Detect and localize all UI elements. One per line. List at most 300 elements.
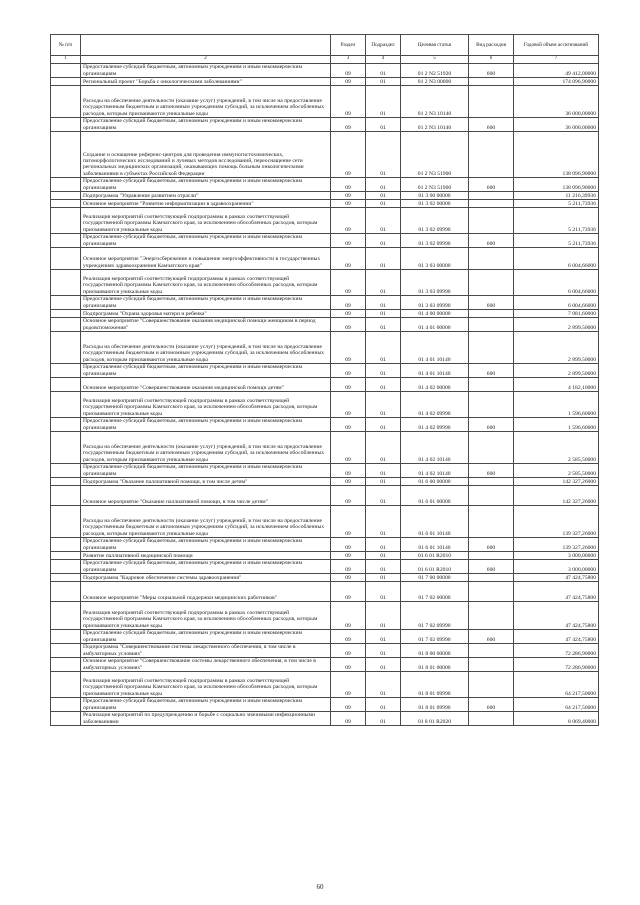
table-row: [51, 698, 599, 712]
table-row: [51, 552, 599, 560]
row-name: Предоставление субсидий бюджетным, автономным учреждениям и иным некоммерческим организациям: [81, 630, 331, 644]
row-article: 01 6 01 R2010: [401, 560, 469, 574]
table-row: [51, 486, 599, 506]
row-podrazdel: 01: [366, 234, 401, 248]
row-num: [51, 192, 81, 200]
row-podrazdel: 01: [366, 132, 401, 178]
row-name: Основное мероприятие "Оказание паллиативной помощи, в том числе детям": [81, 486, 331, 506]
row-podrazdel: 01: [366, 208, 401, 234]
table-row: [51, 132, 599, 178]
row-podrazdel: 01: [366, 200, 401, 208]
row-vid: 600: [469, 234, 514, 248]
row-razdel: 09: [331, 574, 366, 582]
row-article: 01 8 01 09990: [401, 698, 469, 712]
row-article: 01 3 02 09990: [401, 208, 469, 234]
row-vid: [469, 208, 514, 234]
row-razdel: 09: [331, 192, 366, 200]
table-row: [51, 672, 599, 698]
row-name: Реализация мероприятий соответствующей подпрограммы в рамках соответствующей государственной программы Камчатского края, за исключением обособленных расходов, которым присваиваются уникальные коды: [81, 392, 331, 418]
row-razdel: 09: [331, 552, 366, 560]
row-num: [51, 78, 81, 86]
row-podrazdel: 01: [366, 574, 401, 582]
table-row: [51, 506, 599, 538]
row-num: [51, 208, 81, 234]
column-number: 6: [469, 56, 514, 64]
header-amount: Годовой объем ассигнований: [514, 35, 599, 56]
row-article: 01 8 01 R2020: [401, 712, 469, 726]
row-article: 01 2 N3 10140: [401, 86, 469, 118]
row-num: [51, 378, 81, 392]
row-podrazdel: 01: [366, 418, 401, 432]
row-vid: [469, 672, 514, 698]
row-vid: [469, 582, 514, 602]
row-name: Подпрограмма "Совершенствование системы лекарственного обеспечения, в том числе в амбулаторных условиях": [81, 644, 331, 658]
row-podrazdel: 01: [366, 658, 401, 672]
row-article: 01 4 01 00000: [401, 318, 469, 332]
row-razdel: 09: [331, 332, 366, 364]
row-podrazdel: 01: [366, 332, 401, 364]
row-amount: 47 424,75800: [514, 582, 599, 602]
table-row: [51, 464, 599, 478]
row-vid: [469, 318, 514, 332]
row-podrazdel: 01: [366, 552, 401, 560]
row-amount: 138 096,90000: [514, 178, 599, 192]
row-amount: 138 096,90000: [514, 132, 599, 178]
row-name: Региональный проект "Борьба с онкологическими заболеваниями": [81, 78, 331, 86]
row-article: 01 2 N2 51920: [401, 64, 469, 78]
row-article: 01 6 01 00000: [401, 486, 469, 506]
row-vid: [469, 552, 514, 560]
row-razdel: 09: [331, 208, 366, 234]
row-razdel: 09: [331, 270, 366, 296]
table-row: [51, 208, 599, 234]
row-article: 01 4 02 10140: [401, 432, 469, 464]
row-amount: 1 596,60000: [514, 418, 599, 432]
table-row: [51, 658, 599, 672]
row-vid: [469, 192, 514, 200]
row-name: Предоставление субсидий бюджетным, автономным учреждениям и иным некоммерческим организациям: [81, 698, 331, 712]
row-num: [51, 712, 81, 726]
row-amount: 49 412,00000: [514, 64, 599, 78]
row-razdel: 09: [331, 178, 366, 192]
row-article: 01 3 03 09990: [401, 270, 469, 296]
row-name: Подпрограмма "Оказание паллиативной помощи, в том числе детям": [81, 478, 331, 486]
row-razdel: 09: [331, 478, 366, 486]
row-razdel: 09: [331, 234, 366, 248]
row-podrazdel: 01: [366, 506, 401, 538]
column-number: 7: [514, 56, 599, 64]
row-vid: [469, 86, 514, 118]
table-row: [51, 78, 599, 86]
row-podrazdel: 01: [366, 464, 401, 478]
row-vid: [469, 712, 514, 726]
row-razdel: 09: [331, 296, 366, 310]
row-razdel: 09: [331, 560, 366, 574]
row-razdel: 09: [331, 378, 366, 392]
row-num: [51, 248, 81, 270]
row-article: 01 8 01 00000: [401, 658, 469, 672]
row-razdel: 09: [331, 644, 366, 658]
row-num: [51, 432, 81, 464]
row-razdel: 09: [331, 672, 366, 698]
row-name: Предоставление субсидий бюджетным, автономным учреждениям и иным некоммерческим организациям: [81, 464, 331, 478]
row-num: [51, 86, 81, 118]
row-article: 01 7 02 09990: [401, 602, 469, 630]
row-article: 01 3 00 00000: [401, 192, 469, 200]
table-row: [51, 310, 599, 318]
row-article: 01 7 00 00000: [401, 574, 469, 582]
row-name: Предоставление субсидий бюджетным, автономным учреждениям и иным некоммерческим организациям: [81, 538, 331, 552]
header-vid: Вид расходов: [469, 35, 514, 56]
row-article: 01 4 02 00000: [401, 378, 469, 392]
row-razdel: 09: [331, 582, 366, 602]
row-amount: 142 327,26000: [514, 486, 599, 506]
row-vid: 600: [469, 64, 514, 78]
row-article: 01 7 02 00000: [401, 582, 469, 602]
row-razdel: 09: [331, 464, 366, 478]
row-article: 01 2 N3 51900: [401, 132, 469, 178]
table-row: [51, 296, 599, 310]
row-name: Предоставление субсидий бюджетным, автономным учреждениям и иным некоммерческим организациям: [81, 118, 331, 132]
row-razdel: 09: [331, 418, 366, 432]
column-number-row: [51, 56, 599, 64]
row-name: Предоставление субсидий бюджетным, автономным учреждениям и иным некоммерческим организациям: [81, 418, 331, 432]
row-vid: 600: [469, 538, 514, 552]
row-podrazdel: 01: [366, 560, 401, 574]
table-row: [51, 364, 599, 378]
row-num: [51, 602, 81, 630]
table-row: [51, 200, 599, 208]
row-razdel: 09: [331, 432, 366, 464]
row-podrazdel: 01: [366, 486, 401, 506]
row-amount: 64 217,50000: [514, 672, 599, 698]
column-number: 5: [401, 56, 469, 64]
row-amount: 47 424,75800: [514, 574, 599, 582]
row-name: Основное мероприятие "Совершенствование оказания медицинской помощи детям": [81, 378, 331, 392]
row-podrazdel: 01: [366, 296, 401, 310]
row-podrazdel: 01: [366, 318, 401, 332]
table-row: [51, 602, 599, 630]
row-razdel: 09: [331, 698, 366, 712]
row-vid: [469, 200, 514, 208]
table-row: [51, 644, 599, 658]
row-podrazdel: 01: [366, 310, 401, 318]
row-name: Развитие паллиативной медицинской помощи: [81, 552, 331, 560]
table-row: [51, 270, 599, 296]
column-number: 1: [51, 56, 81, 64]
row-name: Основное мероприятие "Совершенствование системы лекарственного обеспечения, в том числе в амбулаторных условиях": [81, 658, 331, 672]
row-amount: 72 286,90000: [514, 644, 599, 658]
row-num: [51, 296, 81, 310]
table-row: [51, 64, 599, 78]
row-num: [51, 574, 81, 582]
column-number: 3: [331, 56, 366, 64]
table-row: [51, 432, 599, 464]
row-razdel: 09: [331, 248, 366, 270]
row-article: 01 3 02 00000: [401, 200, 469, 208]
row-vid: 600: [469, 560, 514, 574]
row-vid: [469, 378, 514, 392]
row-podrazdel: 01: [366, 86, 401, 118]
row-razdel: 09: [331, 64, 366, 78]
row-amount: 47 424,75800: [514, 630, 599, 644]
table-row: [51, 192, 599, 200]
row-name: Предоставление субсидий бюджетным, автономным учреждениям и иным некоммерческим организациям: [81, 234, 331, 248]
row-podrazdel: 01: [366, 478, 401, 486]
row-vid: [469, 332, 514, 364]
row-num: [51, 582, 81, 602]
row-num: [51, 658, 81, 672]
header-name: [81, 35, 331, 56]
page-number: 60: [316, 883, 324, 891]
row-amount: 7 081,60000: [514, 310, 599, 318]
row-num: [51, 200, 81, 208]
row-podrazdel: 01: [366, 644, 401, 658]
row-amount: 2 899,50000: [514, 364, 599, 378]
row-vid: 600: [469, 178, 514, 192]
row-name: Реализация мероприятий соответствующей подпрограммы в рамках соответствующей государственной программы Камчатского края, за исключением обособленных расходов, которым присваиваются уникальные коды: [81, 672, 331, 698]
row-amount: 5 211,73936: [514, 208, 599, 234]
row-podrazdel: 01: [366, 78, 401, 86]
row-vid: [469, 392, 514, 418]
row-num: [51, 538, 81, 552]
table-row: [51, 118, 599, 132]
row-num: [51, 560, 81, 574]
row-razdel: 09: [331, 712, 366, 726]
row-article: 01 3 03 00000: [401, 248, 469, 270]
row-num: [51, 418, 81, 432]
row-article: 01 4 02 09990: [401, 392, 469, 418]
table-row: [51, 560, 599, 574]
row-name: Подпрограмма "Кадровое обеспечение системы здравоохранения": [81, 574, 331, 582]
row-vid: [469, 478, 514, 486]
row-article: 01 6 01 10140: [401, 506, 469, 538]
row-amount: 6 004,66000: [514, 270, 599, 296]
row-name: Предоставление субсидий бюджетным, автономным учреждениям и иным некоммерческим организациям: [81, 560, 331, 574]
row-amount: 2 585,50000: [514, 464, 599, 478]
row-podrazdel: 01: [366, 378, 401, 392]
row-podrazdel: 01: [366, 712, 401, 726]
row-name: Реализация мероприятий соответствующей подпрограммы в рамках соответствующей государственной программы Камчатского края, за исключением обособленных расходов, которым присваиваются уникальные коды: [81, 270, 331, 296]
row-article: 01 2 N3 51900: [401, 178, 469, 192]
row-podrazdel: 01: [366, 538, 401, 552]
row-article: 01 3 03 09990: [401, 296, 469, 310]
row-amount: 6 004,66000: [514, 296, 599, 310]
row-vid: [469, 574, 514, 582]
row-podrazdel: 01: [366, 432, 401, 464]
table-row: [51, 478, 599, 486]
row-name: Предоставление субсидий бюджетным, автономным учреждениям и иным некоммерческим организациям: [81, 364, 331, 378]
row-num: [51, 486, 81, 506]
row-num: [51, 464, 81, 478]
row-podrazdel: 01: [366, 582, 401, 602]
row-razdel: 09: [331, 364, 366, 378]
row-razdel: 09: [331, 86, 366, 118]
table-row: [51, 86, 599, 118]
row-name: Предоставление субсидий бюджетным, автономным учреждениям и иным некоммерческим организациям: [81, 178, 331, 192]
table-row: [51, 712, 599, 726]
row-name: Реализация мероприятий соответствующей подпрограммы в рамках соответствующей государственной программы Камчатского края, за исключением обособленных расходов, которым присваиваются уникальные коды: [81, 208, 331, 234]
row-amount: 36 000,00000: [514, 118, 599, 132]
row-razdel: 09: [331, 630, 366, 644]
row-amount: 2 899,50000: [514, 332, 599, 364]
row-vid: 600: [469, 630, 514, 644]
row-amount: 47 424,75800: [514, 602, 599, 630]
row-article: 01 7 02 09990: [401, 630, 469, 644]
row-podrazdel: 01: [366, 192, 401, 200]
row-amount: 3 000,00000: [514, 552, 599, 560]
table-row: [51, 234, 599, 248]
row-name: Предоставление субсидий бюджетным, автономным учреждениям и иным некоммерческим организациям: [81, 64, 331, 78]
document-sheet: [50, 34, 598, 726]
table-row: [51, 418, 599, 432]
row-name: Расходы на обеспечение деятельности (оказание услуг) учреждений, в том числе на предоставление государственным бюджетным и автономным учреждениям субсидий, за исключением обособленных расходов, которым присваиваются уникальные коды: [81, 332, 331, 364]
row-vid: [469, 310, 514, 318]
row-razdel: 09: [331, 78, 366, 86]
row-vid: [469, 78, 514, 86]
row-podrazdel: 01: [366, 630, 401, 644]
row-vid: [469, 644, 514, 658]
row-razdel: 09: [331, 486, 366, 506]
table-row: [51, 178, 599, 192]
row-amount: 2 585,50000: [514, 432, 599, 464]
row-name: Предоставление субсидий бюджетным, автономным учреждениям и иным некоммерческим организациям: [81, 296, 331, 310]
row-num: [51, 318, 81, 332]
column-number: 4: [366, 56, 401, 64]
row-vid: [469, 506, 514, 538]
row-article: 01 2 N3 00000: [401, 78, 469, 86]
row-num: [51, 132, 81, 178]
row-num: [51, 364, 81, 378]
row-razdel: 09: [331, 392, 366, 418]
row-num: [51, 698, 81, 712]
row-name: Основное мероприятие "Совершенствование оказания медицинской помощи женщинам в период родовспоможения": [81, 318, 331, 332]
row-num: [51, 118, 81, 132]
row-amount: 3 000,00000: [514, 560, 599, 574]
row-vid: 600: [469, 698, 514, 712]
row-vid: 600: [469, 296, 514, 310]
row-vid: [469, 132, 514, 178]
row-vid: 600: [469, 118, 514, 132]
row-article: 01 6 01 R2010: [401, 552, 469, 560]
row-razdel: 09: [331, 506, 366, 538]
table-row: [51, 574, 599, 582]
row-article: 01 4 01 10140: [401, 332, 469, 364]
row-podrazdel: 01: [366, 602, 401, 630]
row-article: 01 4 01 10140: [401, 364, 469, 378]
row-amount: 5 211,73936: [514, 234, 599, 248]
row-podrazdel: 01: [366, 698, 401, 712]
row-razdel: 09: [331, 602, 366, 630]
row-podrazdel: 01: [366, 118, 401, 132]
row-name: Расходы на обеспечение деятельности (оказание услуг) учреждений, в том числе на предоставление государственным бюджетным и автономным учреждениям субсидий, за исключением обособленных расходов, которым присваиваются уникальные коды: [81, 86, 331, 118]
row-article: 01 6 00 00000: [401, 478, 469, 486]
row-num: [51, 644, 81, 658]
table-row: [51, 378, 599, 392]
row-amount: 142 327,26000: [514, 478, 599, 486]
header-razdel: Раздел: [331, 35, 366, 56]
row-amount: 2 899,50000: [514, 318, 599, 332]
row-razdel: 09: [331, 310, 366, 318]
row-razdel: 09: [331, 318, 366, 332]
table-row: [51, 582, 599, 602]
row-amount: 5 211,73936: [514, 200, 599, 208]
row-razdel: 09: [331, 118, 366, 132]
row-name: Расходы на обеспечение деятельности (оказание услуг) учреждений, в том числе на предоставление государственным бюджетным и автономным учреждениям субсидий, за исключением обособленных расходов, которым присваиваются уникальные коды: [81, 432, 331, 464]
row-num: [51, 672, 81, 698]
row-article: 01 4 02 10140: [401, 464, 469, 478]
table-body: [51, 64, 599, 726]
row-num: [51, 392, 81, 418]
table-row: [51, 318, 599, 332]
row-article: 01 8 00 00000: [401, 644, 469, 658]
table-row: [51, 392, 599, 418]
table-row: [51, 538, 599, 552]
row-amount: 4 182,10000: [514, 378, 599, 392]
row-num: [51, 270, 81, 296]
row-article: 01 8 01 09990: [401, 672, 469, 698]
table-row: [51, 630, 599, 644]
row-num: [51, 552, 81, 560]
row-article: 01 4 00 00000: [401, 310, 469, 318]
row-podrazdel: 01: [366, 392, 401, 418]
row-amount: 64 217,50000: [514, 698, 599, 712]
row-podrazdel: 01: [366, 672, 401, 698]
row-name: Создание и оснащение референс-центров для проведения иммуногистохимических, патоморфологических исследований и лучевых методов исследований, переоснащение сети региональных медицинских организаций, оказывающих помощь больным онкологическими заболеваниями в субъектах Российской Федерации: [81, 132, 331, 178]
row-name: Расходы на обеспечение деятельности (оказание услуг) учреждений, в том числе на предоставление государственным бюджетным и автономным учреждениям субсидий, за исключением обособленных расходов, которым присваиваются уникальные коды: [81, 506, 331, 538]
row-razdel: 09: [331, 132, 366, 178]
budget-table: [50, 34, 599, 726]
row-amount: 1 596,60000: [514, 392, 599, 418]
row-amount: 139 327,26000: [514, 538, 599, 552]
row-num: [51, 64, 81, 78]
row-amount: 6 004,66000: [514, 248, 599, 270]
row-num: [51, 178, 81, 192]
row-vid: [469, 248, 514, 270]
row-amount: 8 069,40000: [514, 712, 599, 726]
row-article: 01 4 02 09990: [401, 418, 469, 432]
row-podrazdel: 01: [366, 270, 401, 296]
row-podrazdel: 01: [366, 364, 401, 378]
row-vid: [469, 658, 514, 672]
row-vid: 600: [469, 364, 514, 378]
row-name: Основное мероприятие "Меры социальной поддержки медицинских работников": [81, 582, 331, 602]
row-vid: [469, 432, 514, 464]
row-razdel: 09: [331, 658, 366, 672]
table-row: [51, 248, 599, 270]
row-amount: 72 286,90000: [514, 658, 599, 672]
row-num: [51, 630, 81, 644]
header-podrazdel: Подраздел: [366, 35, 401, 56]
row-name: Подпрограмма "Управление развитием отрасли": [81, 192, 331, 200]
row-vid: [469, 602, 514, 630]
row-vid: 600: [469, 464, 514, 478]
header-article: Целевая статья: [401, 35, 469, 56]
row-vid: [469, 486, 514, 506]
row-podrazdel: 01: [366, 178, 401, 192]
row-name: Основное мероприятие "Развитие информатизации в здравоохранении": [81, 200, 331, 208]
row-num: [51, 310, 81, 318]
row-article: 01 6 01 10140: [401, 538, 469, 552]
header-num: № п/п: [51, 35, 81, 56]
row-name: Подпрограмма "Охрана здоровья матери и ребенка": [81, 310, 331, 318]
row-vid: 600: [469, 418, 514, 432]
row-num: [51, 234, 81, 248]
row-razdel: 09: [331, 538, 366, 552]
row-razdel: 09: [331, 200, 366, 208]
row-podrazdel: 01: [366, 64, 401, 78]
row-vid: [469, 270, 514, 296]
